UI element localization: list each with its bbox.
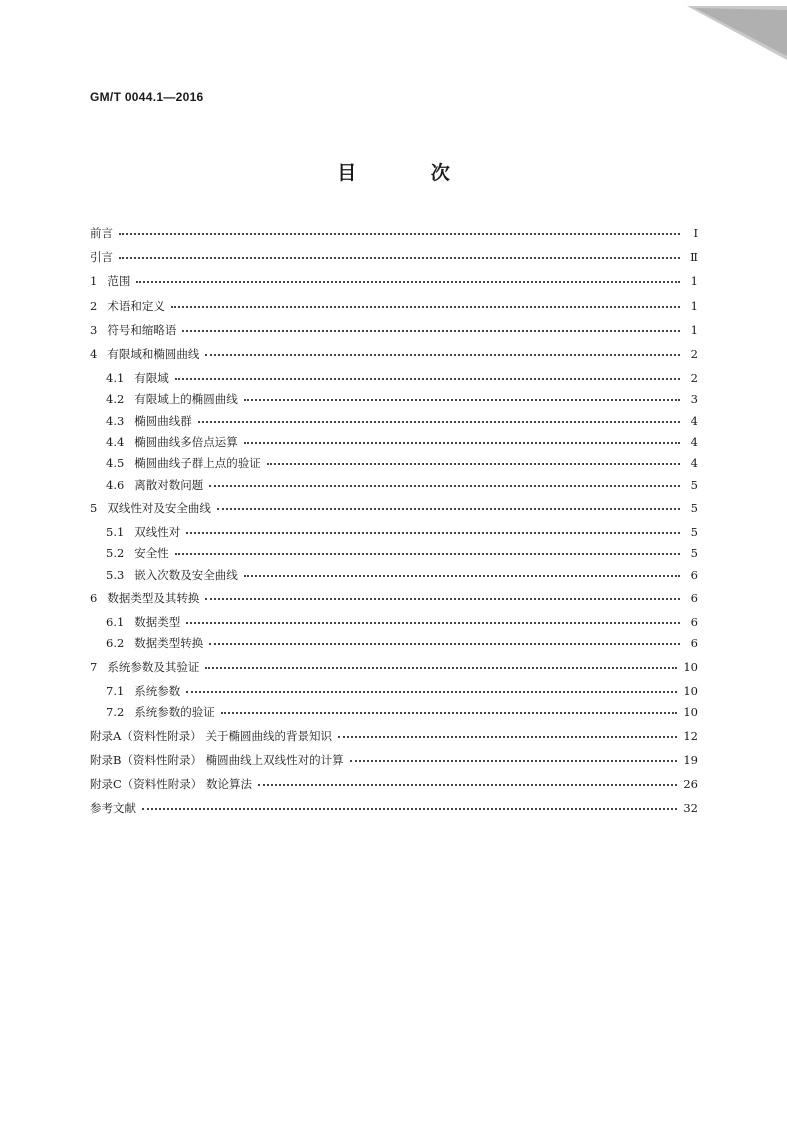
toc-entry-number: 4.3 — [106, 413, 125, 428]
toc-entry[interactable] — [90, 344, 698, 368]
toc-dot-leader — [244, 387, 680, 401]
toc-entry-label: 数据类型转换 — [134, 636, 204, 651]
toc-entry-page: Ⅰ — [693, 226, 698, 240]
toc-entry-label: 系统参数的验证 — [134, 705, 215, 720]
toc-entry-label: 安全性 — [134, 546, 169, 561]
toc-dot-leader — [244, 563, 680, 577]
toc-entry[interactable] — [90, 320, 698, 344]
toc-entry-number: 6 — [90, 590, 98, 605]
toc-dot-leader — [198, 409, 680, 423]
toc-entry-number: 1 — [90, 274, 98, 289]
toc-entry[interactable] — [90, 453, 698, 474]
toc-dot-leader — [186, 610, 680, 624]
toc-dot-leader — [119, 245, 680, 259]
toc-dot-leader — [258, 772, 677, 786]
toc-entry[interactable] — [90, 475, 698, 496]
toc-dot-leader — [186, 520, 680, 534]
toc-entry-page: 5 — [690, 477, 698, 492]
toc-dot-leader — [171, 294, 680, 308]
toc-entry-label: 前言 — [90, 226, 113, 240]
toc-entry[interactable] — [90, 498, 698, 522]
toc-dot-leader — [175, 541, 680, 555]
toc-dot-leader — [142, 796, 677, 810]
toc-entry-label: 系统参数 — [134, 683, 181, 698]
toc-entry-page: 4 — [690, 413, 698, 428]
toc-entry-number: 4.1 — [106, 371, 125, 386]
toc-dot-leader — [136, 269, 680, 283]
toc-dot-leader — [267, 451, 680, 465]
toc-entry[interactable] — [90, 522, 698, 543]
toc-entry[interactable] — [90, 726, 698, 750]
toc-dot-leader — [338, 724, 677, 738]
toc-entry-label: 术语和定义 — [107, 298, 165, 313]
toc-entry-label: 数据类型 — [134, 615, 181, 630]
toc-entry[interactable] — [90, 296, 698, 320]
toc-entry-number: 4.6 — [106, 477, 125, 492]
toc-entry-page: 6 — [690, 590, 698, 605]
toc-entry-label: 系统参数及其验证 — [107, 659, 200, 674]
toc-entry-label: 范围 — [107, 274, 131, 289]
toc-entry-label: 附录A（资料性附录） 关于椭圆曲线的背景知识 — [90, 728, 332, 743]
toc-entry-label: 椭圆曲线子群上点的验证 — [134, 456, 261, 471]
toc-entry[interactable] — [90, 633, 698, 654]
toc-entry-label: 有限域上的椭圆曲线 — [134, 392, 238, 407]
toc-dot-leader — [209, 473, 680, 487]
toc-entry-page: 12 — [683, 728, 698, 743]
toc-dot-leader — [209, 631, 680, 645]
toc-entry[interactable] — [90, 774, 698, 798]
toc-entry-page: 26 — [683, 776, 698, 791]
toc-entry-number: 6.2 — [106, 636, 125, 651]
toc-entry-label: 离散对数问题 — [134, 477, 204, 492]
toc-entry-label: 引言 — [90, 250, 113, 265]
toc-dot-leader — [186, 679, 677, 693]
toc-entry[interactable] — [90, 411, 698, 432]
toc-entry[interactable] — [90, 368, 698, 389]
toc-entry-page: 6 — [690, 636, 698, 651]
toc-entry[interactable] — [90, 223, 698, 247]
toc-entry-label: 嵌入次数及安全曲线 — [134, 567, 238, 582]
toc-entry-label: 有限域 — [134, 371, 169, 386]
toc-entry-label: 参考文献 — [90, 801, 136, 816]
toc-entry-label: 附录B（资料性附录） 椭圆曲线上双线性对的计算 — [90, 752, 344, 767]
table-of-contents — [90, 223, 698, 822]
toc-entry-page: 2 — [690, 371, 698, 386]
toc-entry-number: 5.3 — [106, 567, 125, 582]
toc-dot-leader — [221, 700, 678, 714]
toc-dot-leader — [182, 318, 680, 332]
toc-dot-leader — [205, 586, 680, 600]
toc-entry-number: 4 — [90, 346, 98, 361]
toc-dot-leader — [244, 430, 680, 444]
toc-entry-number: 7.1 — [106, 683, 125, 698]
toc-entry-number: 6.1 — [106, 615, 125, 630]
page-title: 目 次 — [337, 162, 484, 184]
toc-entry[interactable] — [90, 657, 698, 681]
toc-dot-leader — [350, 748, 678, 762]
toc-entry-page: 2 — [690, 346, 698, 361]
toc-entry-number: 7.2 — [106, 705, 125, 720]
toc-entry[interactable] — [90, 588, 698, 612]
toc-entry-page: 5 — [690, 500, 698, 515]
toc-entry[interactable] — [90, 389, 698, 410]
toc-dot-leader — [205, 655, 677, 669]
toc-entry-page: 10 — [683, 659, 698, 674]
toc-entry[interactable] — [90, 247, 698, 271]
toc-entry[interactable] — [90, 271, 698, 295]
toc-entry-page: 10 — [683, 705, 698, 720]
toc-entry-page: 4 — [690, 435, 698, 450]
toc-entry-page: 1 — [690, 298, 698, 313]
toc-entry-page: 19 — [683, 752, 698, 767]
page-corner-fold-decoration — [687, 0, 787, 60]
toc-entry-label: 椭圆曲线群 — [134, 413, 192, 428]
toc-entry-page: 1 — [690, 322, 698, 337]
toc-dot-leader — [119, 221, 680, 235]
toc-entry-page: 32 — [683, 801, 698, 816]
toc-entry[interactable] — [90, 702, 698, 723]
toc-dot-leader — [175, 366, 680, 380]
toc-entry-page: 5 — [690, 546, 698, 561]
toc-entry[interactable] — [90, 681, 698, 702]
toc-entry-number: 7 — [90, 659, 98, 674]
toc-entry[interactable] — [90, 612, 698, 633]
toc-entry-number: 4.4 — [106, 435, 125, 450]
toc-dot-leader — [205, 342, 680, 356]
toc-entry-label: 双线性对 — [134, 525, 181, 540]
toc-entry-page: Ⅱ — [690, 250, 698, 265]
toc-entry-number: 5.1 — [106, 525, 125, 540]
toc-entry-page: 6 — [690, 615, 698, 630]
toc-entry-number: 3 — [90, 322, 98, 337]
toc-entry-label: 符号和缩略语 — [107, 322, 177, 337]
toc-entry-page: 10 — [683, 683, 698, 698]
toc-entry-page: 1 — [690, 274, 698, 289]
toc-entry[interactable] — [90, 432, 698, 453]
toc-entry-label: 数据类型及其转换 — [107, 590, 200, 605]
toc-entry-label: 有限域和椭圆曲线 — [107, 346, 200, 361]
toc-entry[interactable] — [90, 798, 698, 822]
toc-entry-page: 3 — [690, 392, 698, 407]
toc-entry-page: 5 — [690, 525, 698, 540]
toc-entry-number: 2 — [90, 298, 98, 313]
toc-entry[interactable] — [90, 565, 698, 586]
toc-entry-number: 5 — [90, 500, 98, 515]
toc-entry-number: 4.2 — [106, 392, 125, 407]
toc-entry[interactable] — [90, 543, 698, 564]
toc-entry-label: 椭圆曲线多倍点运算 — [134, 435, 238, 450]
toc-entry[interactable] — [90, 750, 698, 774]
toc-entry-number: 5.2 — [106, 546, 125, 561]
toc-entry-label: 双线性对及安全曲线 — [107, 500, 211, 515]
document-code: GM/T 0044.1—2016 — [90, 90, 204, 104]
toc-entry-page: 6 — [690, 567, 698, 582]
toc-dot-leader — [217, 496, 680, 510]
toc-entry-page: 4 — [690, 456, 698, 471]
toc-entry-label: 附录C（资料性附录） 数论算法 — [90, 776, 252, 791]
toc-entry-number: 4.5 — [106, 456, 125, 471]
